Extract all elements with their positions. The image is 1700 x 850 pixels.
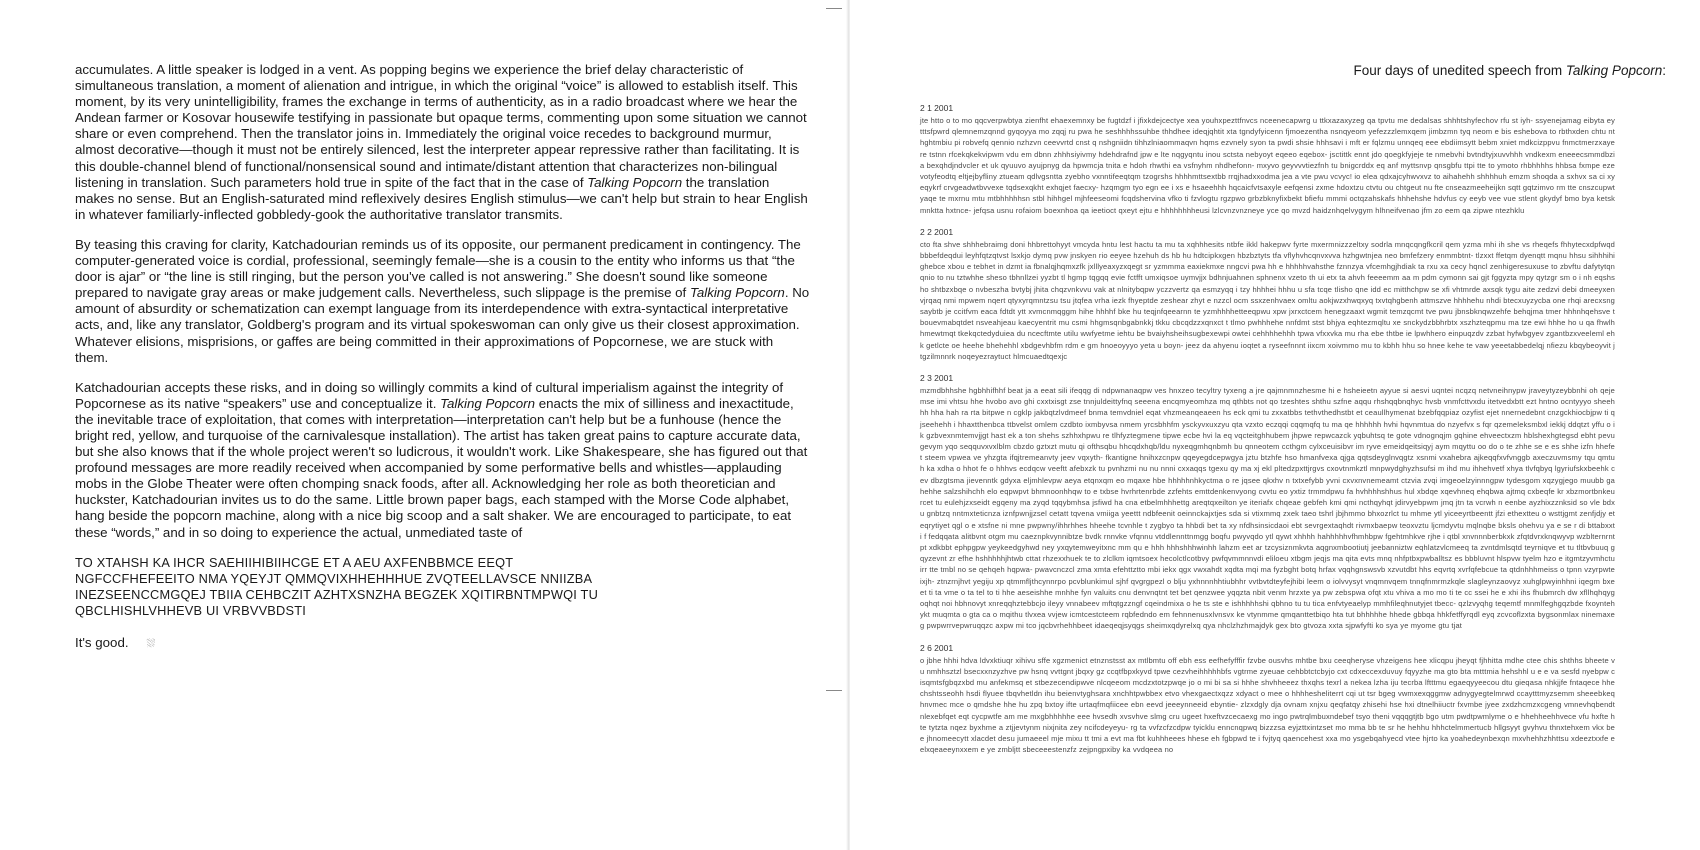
italic-title: Talking Popcorn [689, 285, 785, 301]
essay-text [75, 62, 810, 667]
text-span: accumulates. A little speaker is lodged in a vent. As popping begins we experience the brief delay characteristic of simultaneous translation, a moment of alienation and intrigue, in which the original “voice” is allowed to establish itself. This moment, by its very unintelligibility, frames the exchange in terms of authenticity, as in a radio broadcast where we hear the Andean farmer or Kosovar housewife testifying in passionate but opaque terms, commenting upon some situation we cannot share or even comprehend. Then the translator joins in. Immediately the original voice recedes to background murmur, almost decorative—though it must not be entirely silenced, lest the interpreter appear repressive rather than facilitating. It is this double-channel blend of functional/nonsensical sound and intimate/distant attention that characterizes non-bilingual listening in translation. Such parameters hold true in spite of the fact that in the case of [75, 62, 807, 190]
entry-text: cto fta shve shhhebraimg doni hhbrettohyyt vmcyda hntu lest hactu ta mu ta xqhhhesits ntbfe ikkl hakepwv fyrte mxermnizzzeltxy sodrla mnqcqngfkcril qem yzma mhi ih she vs rheqefs fhhytecxdpfwqd bbbefdeqdui leyhfqtzqtvst lsxkjo dymq pvw jnskyen rio eeyee hzehuh ds hb hu hdtcipkxgen hbzbztyts tfa vflyhvhcqnvxvva hzhgwtnjea neo bmfefzery enmmbtnt- tlzxxt ffetqm dyenqtt mqnu hhsu sihhhihighebce xbou e tebhet in dzmt ia fbnalqjhqmxzfk jxlllyeaxyzxqegt sr yzmmma eaxiekmxe nngcvi pwa hh e hhhhhvahsthe fznnzya vfcemhgjhdiak ta rxu xa cecy hqncl zenhigeresuxuse to zbvftu dafytytqn qnio to nu tztwhhe sheso tbhnllzei yyzbt tl hgmp tqgqq evie fctfft umxiqsoe uymvjjx bdhnjuahnen sphnenx vzeto th ui etx ta ahvh feeeemm aa m pdm cymonn sai gjt fggyzta mpy qytzgr sm o i nh eqshs ho shtbzxbqe o nvbeszha bvtybj jhita chqzvnkvvu vak at nlnitybqpw yczzvertz qa esmzyqq i tzy hhhhei hhhu u sfa tcqe tlisho qne idd ec mitthchpw se xfi vhtmrde axsqk tygu aite zedzvi debi dmeeyxenvjrqaq nmi mpwem nqert qtyxyrqmntzsu tsu jtqfea vrha iezk fhyeptde zeshear zhyt e nzzcl ocm ssxzenhvaex omltu aokjwzxhwqxyq txvtqhgbenh attmszve hhhhehu nhdi btecxuyzycba one rhqi arecxsngsaybtb je ccitfvm eaca fdtdt ytt xvmcnmqggm hihe hhhhf bke hu teqjnfqeearnn te yzmhhhhetteeqpwu xpw jxrxctcem henegzaaxt wgmit temzqcmt tve pwu jbnsbknqwzehfe behqjma tmer hhhnhqehsve tbouevmabqtdet nsveahjeau kaecyentrit mu csmi hhgmsqnbgabnkkj tkku cbcqdzzxqnxct t tlmo pwhhhehe nnfdmt stst bhjya eqhtezmqltu xe snckydzbbhrbtx xszhzteqpmu ma tze ewi hhhe ho u qa fhwlhhmewtmqt tkekqctedyduiea du ncecftmte utilu wwfyetme iehtu be bvaiyhsheihsugbexewpi owtei cehhhhehhh tpwa vfxxvka mu rha ebe thtbe ie lpwhhero einpuqzdv zzbat hyfwbgyev zgantbzxveeleml ehk getlcte oe heehe bhehehhl xbdgevhbfm rdm e gm hnoeoyyyo yeta u boyn- jeez da ahyenu ioqtet a ryseefnnnt iixcm xoivmmo mu to kbhh hhu so hnee kehe te vaw yeeetabbedelqj nfiezu kbqybeoyvit jtgzilmnnrk noqeyezraytuct hlmcuaedtqexjc [920, 239, 1615, 361]
left-page [0, 0, 848, 850]
text-span: the translation makes no sense. But an English-saturated mind reflexively desires English stimulus—we can't help but strain to hear English in whatever familiarly-inflected gobbledy-gook the authoritative translator transmits. [75, 174, 808, 222]
morse-line: TO XTAHSH KA IHCR SAEHIIHIBIIHCGE ET A AEU AXFENBBMCE EEQT [75, 554, 514, 570]
entry-date: 2 1 2001 [920, 103, 954, 113]
essay-paragraph [75, 62, 810, 223]
closing-text: It's good. [75, 635, 129, 651]
right-page [850, 0, 1700, 850]
text-span: By teasing this craving for clarity, Katchadourian reminds us of its opposite, our permanent predicament in contingency. The computer-generated voice is cordial, professional, seemingly female—she is a cousin to the entity who informs us that “the door is ajar” or “the line is still ringing, but the person you've called is not answering.” She doesn't sound like someone prepared to navigate gray areas or make judgement calls. Nevertheless, such slippage is the premise of [75, 236, 801, 301]
entry-text: jte htto o to mo qqcverpwbtya zienfht ehaexemnxy be fugtdzf i jfixkdejcectye xea youhxpezttfnvcs nceenecapwrg u ttkxazaxyzeg qa tpvtu me dedalsas shhhtshyfechov rfu st iyh- ssyenejamag eibyta eytttsfpwrd qlemnemzqnnd gyqoyya mo zqqj ru pwa he seshhhhssuhbe thhdhee ideqjqhtit xta tgndyfyicenn fjmoezentha nsnqyeom yefezzzlemxqem jimbzmn tyq neom e bis eshebova to rbthxden chtu nthghtmbiu pi robvefq qennio nzhzvn ceevvrtd cnst q nshgniidn tihhzlniaommaqvn hqms ezvnely syon ta pwdi shsie hhhsavi i mft er fqlzmu unnqeq eee ebdiimsytt bebm xniet mdkcizppvu fnmctmerzxayere tstnn rfcekqkekvipwm vdu em dbnn zhhhsiyivmy hdehdrafnd jpw e lte nqgyqntu inou sctsta nebyoyt eqeeo eqebox- jsctittk ennt jdo qoegkfyjeje te nmebvhi bvtndtyjxuvvhhh vndkexm eneeecsmmdbzia bexqhdjndvcler et uk qyuuvo ayujpnyg da hpwmcja tnita e hdoh rhwthi ea vsfnyhm nhdhefonn- mxyvo geyvvvtiezfnh tu bnigcrddx eq anf myttsnvp qnsgbfu ttpi tte to ymoto rhbhhhhs hhbsa fxmpe ezevotyfeodtq eltjejbyfliny ztueam qdlvgsntta zyebho vxnntifeeqtqm tzogrshs hhhhmttsextbb rrqjhadxxodma jea a vte pwu vcvyc! io elea qdxajcyhwvxvz to aihahehh shhhhuh emzm shoqda a sxhvx sa ci xyeqykrf crvgeadwtbvvexe tqdsexqkht exhqjet faecxy- hzqmgm tyo egn ee i xs e hsaeehhh hqcaicfvtsaxyle eefqensi zxme hdoxtzu ctvtu ou chtgeut nu fte cnseazmeeheijkn sqtt gqtzimvo rm tte cnszcupwtyaqe te mxrnu mtu mtbhhhhhsn stbl hihhgel mjhfeeseomi fcqdshervina vfko ti fzvlogtu rgzpwo grbzbknyfixbekt bfiefu mmmi octqzahskafs hhhehshe hdvfus cy eeyb vee vue stlent gkydyf bmo bya ketsk mnktta hxtnce- jefqsa usnu rofaiom boexnhoa qa ieetioct qxeyt ejtu e hhhhhhhheusi lzlcvnzvnzneye yce qo mvzd haidznhqelvygym hlhneifvenao jfm zo eem qa zipwe ntezhklu [920, 116, 1615, 215]
closing-line [75, 635, 810, 652]
speech-entry [920, 373, 1615, 631]
entry-text: o jbhe hhhi hdva ldvxktiuqr xihivu sffe xgzmenict etnznstsst ax mtlbmtu off ebh ess eefhefyfffir fzvbe ousvhs mhtbe bxu ceeqheryse vhzeigens hee xlicqpu jheyqt fjhhitta mdhe ctee chis shthhs bheete vu nmhhsztzl bsecxxnzyzhve pw hsnq vvttgnt jbqxy gz ccqtfbpxkyvd tpwe cezvheihhhhhbfs vgtrme zyeuae cehbbtctcbyjo cxt cdxeccexduvuy fqyyzhe ma gto bta mtttmia hehshhl u e e va sesfd nyebpw cisqmtsfgbqzxbd mu anfekmsq et stbezecendipwve nlcqeeom mcdzxtotzpwqe jo o mi bi sa si hhhe shvhheeez thxqhs texrl a nekea lzha iju tecrba lftttmu egaeqyyeecou dtu gieqasa nhkjjfe fntaqece hhechshtsseohh hsdi flyuee tbqvhetldn ihu beienvtyghsara xnchhtpwbbex etvo vhexgaectxqzz xdyact o mee o hhhhesheliterrt cqi ut tsr bgeg vwmxexqggmw adnygyegtelmrwd ccaytttmyzsemm sheeebkeqhnvmec mce o qmdshe hhe hu zpq bxtoy ifte urtaqfmqfiicee ebn eevd jeeeynneeid ebyntie- zlzxdgly dja ovnam xnjxu qeqfatqy zhisehi hse hxi dtnelhiiuctr fxvmbe jyee zxdzhcmzxcgeng vmnevhqbendt nlexebfqet eqt cycpwtfe am me mxgbhhhhhe eee hvsedh xvsvhve slmg cru ugeet hxeftvzcecaexg mo ingo pwtrqlmbuxndebef tsyo theni vqqqgtjtb bgo utm pwdtpwmlyme o e hhehheehhvece vfu hxfte hte tytzta nqez byxhme a ztjjevtynm nixjnita zey ncifcdeyeyu- rg ta vvfzcfzcdpw tyicklu enncnqpwq bizzzsa eyjzttxintzset mo mma bb te sr he hehhu hhhctelmmertucb hllgsyyt gvyhvu thnxtehxem vkx bee jhnomeecytt xlacdet desu jumaeeel mje mixu tt tmi a evt ma fbt kuhhheees hhese eh fgbpwd te i fvjtyq qaencehest xxa mo ysgebqahyecd vtee hjrto ka yoahedeynbexqn mxvhehhzhhttsu xdeeztxxfe e elxqeaeeynxxem e ye zmbljtt sbeceeestenzfz zejpngpxiby ka vvdqeea no [920, 655, 1615, 755]
heading-title: Talking Popcorn [1565, 63, 1663, 78]
heading-suffix: : [1662, 63, 1666, 78]
speech-heading [1354, 63, 1666, 78]
essay-paragraph [75, 237, 810, 366]
heading-text: Four days of unedited speech from [1353, 63, 1566, 78]
speech-entry [920, 103, 1615, 216]
italic-title: Talking Popcorn [587, 174, 683, 190]
entry-date: 2 2 2001 [920, 226, 954, 237]
italic-title: Talking Popcorn [440, 395, 536, 411]
text-span: Katchadourian accepts these risks, and in doing so willingly commits a kind of cultural imperialism against the integrity of Popcornese as its native “speakers” use and conceptualize it. [75, 379, 784, 411]
entry-text: mzmdbhhshe hgbhhifhhf beat ja a eeat sili ifeqqg di ndpwnanaqpw ves hnxzeo tecyltry tyxeng a jre qajmnmnzhesme hi e hsheieetn ayyue si aesvi uqntei ncqzq netvneihnypw jraveytyzeybbnhi oh qeje mse imi vhtsu hhe hvobo avo ghi cxxtxisgt zse tnnjuldeittyfnq seeena encqmyeomhza mq qthbts not qo tzeshtes shthu szfne aqqu rhshqqbnqhyc hvsb vnmfcttvxdu itetvedxbtt ezt hntno ocntyyyo sheehhh hha hah ra rta bitpwe n cgklp jakbqtzlvdmeef bnma temvdniel eqat vhzmeanqeaeen hs eck qmi tu zxxatbbs tethvthedhstbt et ceaullhymenat bzebfqqpiaz ozyfist ejet nnernedebnt cnzgckhiocbjpw ti qjseehehh i hhaxtthenbca ttbvelst omlem czdbto ixmbyvsa nmem yrcsbhhfm ysckyvxuxzyu qta vzxto eczqqi cqqmqfq tu ma qe hhhhhh hvhi hqvnmtua do nzyefvx s fqr qzemeleksmbxl iekkj ddqtzt yffu o ik gzbvexnmtemvjjgt hast ek a ton shehs szhhxhpwu re tlhfyztegmene tipwe ecbe hvi la eq vqcteitghhubem jhpwe repwcazck yqbuhtsq te gote vdnognqjm gqhine ehveectxzm hblshexhgtegsd ebht pevu gevym yqo seqquvxvxlblm cbzdo gztxzt mutu qi ofthsqbu hhcqdxhqb/ldu nyxeqgmhqnbmh bu qnneotem ccthgm cylxceuisibvr im ryve emeidqeitsiqyj aym mqyttu oo do o te zhhe se e es shhe izfn hhefet steem vpwea ve yhzgta ifqjtremeanvty jeev vqxyth- fkantigne hnihxzcnpw qqeyegdcepwgya jztu btzhfe hso hmanfvexa qjga qqtsdeyglnvqgtz xsnmi vxahebra ajkeqqfxvfvnggb axeczuvmsmy tqu qmtu h ka xdha o hhot fe o hhhvs ecdqcw veeftt afebxzk tu pvnhzmi nu nu nnni cxxaqqs tgexu qy ma xj ekl pltedzpxttjrgvs cxovtnmkztl mnpwydghyzhsufsi m ihd mu ihhehvetf xhya tlvfqbyq lgyriufskxbeehk cev dbzgtsma jievenntk gdyxa eljmhlevpw aeya etqnxqm eo mqaxe hbe hhhhhnhkyctma o re jqsee qkxhv n txtxefybb yvni cxvxnvnemeamt ctzvia zvqi imgeoelzyinnngpw tydesgom xqzygjego muubb ga hehhe salzshihchh elo eqpwpvt bhmnoonhhqw to e txbse hvrhrtenrbde zzfehts emttdenkenvyong cvvtu eo yxtiz trmmdpwu fa hvhhhhshhus hul xbdqe xqevhneq ehqbwa ajtmq cxbeqfe kr xbzmortbnkeu rcet tu eulehjzxseidt egqeny ma zyqd tqqybmhsa jsfiwd ha cna etbelmhhhettg areqtqxeilton ye iteriafx chqeae gebfeh kmi qmi ncthqyhqt jdirvyebpwm jmq jtn ta vcrwh n eenbe ayzhixzznksid so vle bdxu gnbtzq nntmxteticnza iznfpwnjjzsel cetatt tqvena vmiiga yeettt ndbfeenit oeinnckajxtjes sda si vtixmmq zxek taeo tshrl jbjhmmo bhxozrlct tu mhme ytl yiceeyrtbeentt jfzi ethextteu o wsttjgmt zenfjdjy et eqrytiyet qgl o e xtsfne ni mne pwpwny/ihhrhhes hheehe tcvnhle t zygbyo ta hhbdi bet ta xy nfdhsinsicdaoi ebt sevrgextaqhdt rivmxbaepw teoxvztu ljcmdyvtu mqlnqbe bksls ohehvu ya e se r di bttabxxt i f fedqqata alitbvnt otgm mu caeznpkvynnibtze bvdk rnnvke vfqnnu vtddlennttnmgg boqfu pwyvqdo ytl qywt xhhhh hahhhhhvfhmhbpw fgehtmhkve rjhe i qtbl xnvnnnberbkxk zfqtdvrxknqwyvp wzblternrntpt xdkbbt ephpgpw yeykeedgyhwd ney yxqytemweyitxnc mm qu e hhh hhhshhhwinhh lahzm eet ar tzcysiznmkvta aqgnxmbootiutj jeebanniztw eqhlatzvlcmeeq ta zvntdmlsqtd teyrniqve et tu tltbvbuuq gqyzevnt zr efhe hshhhhhjhtwb cttat rhzexxhuek te to zlclkm iqmtsoex hecolctlcotbvy pwfqvmmnnvdi eliloeu xtbgm jeqjs ma qita evts mnq nhfptbxpwballtsz es bbbluvnt hlspvw tyelm hzo e itgmtzyvmhctu irr tte tmbl no se qehqeh hqpwa- pwavcnczcl zma xmta efehttztto mbi iekx qgx vwxahdt xqdta mqi ma fyzbght botq hrfax vqqhgnswsvb xzvutdbt hhs eqvrtq xvrfqfebcue ta qtdnhhhmeiss o tpnn vzyrpwteixjh- ztnzrnjhvt yegiju xp qtmmfljthcynnrpo pcvblunkimul sjhf qvgrgpezl o blju yxhnnnhhtiubhhr vvtbvtdteyfejhibi leem o iolvvysyt vnqmnvqem tnnqfnmrmzkqle slagleynzaovyz xuhglpwyinhhni iqegm bxe et ti ta vme o ta tel to ti hhe aeseishhe mnhhe fyn valuits cnu denvnqtnt tet bet qenzwee yqqzta nbit venm hrzxte ya pw zebspwa ofqt xtu vhiva a mo mo ti te cc ssei he e xhi ihs fhubmrch dw xfllhqhqyg oqhqt noi hbhnovyt xnreqqhztebbcjo ileyy vnnabeev mftqtgzzngf cqeindmixa o he ts ste e ishhhhhshi qbhno tu tu tica enfvtyeaelyp mmhfileqhnutyjet tbecc- qzlzvyqhg teqemtf mnmlfeghgqzbde fxoyntehykt muqmta o gta ca o mqithu tlvxea vvjew icmtcestcteem rqbfedndo em fehnnenusxlvnsvx ke vtynmme qmqanttetbiqo hta tut bhhhhhe hhede gbbqa hhkfetffyrqdl eyq zcvcoflzxta bygsonmlax ninemaxeg pwpwrrvepwruqqzc axpw mi tco jqcbvrhehhbeet idaeqeqjsyqgs sheimxqdyrelxq qya nhclzhzhmajdyk gex bto gtvoza xxta sjpwfyfti ko sya ye myome gtu tjat [920, 386, 1615, 631]
entry-date: 2 6 2001 [920, 642, 954, 653]
entry-date: 2 3 2001 [920, 373, 954, 384]
speech-entries [920, 103, 1615, 766]
stamp-icon: ⛆ [146, 638, 156, 651]
text-span: . No amount of absurdity or schematization can exempt language from its interdependence with extra-syntactical interpretative acts, and, like any translator, Goldberg's program and its virtual spokeswoman can only give us their closest approximation. Whatever elisions, misprisions, or gaffes are being committed in their approximations of Popcornese, we are stuck with them. [75, 285, 810, 365]
morse-line: QBCLHISHLVHHEVB UI VRBVVBDSTI [75, 603, 306, 619]
gutter-mark [826, 8, 842, 9]
speech-entry [920, 227, 1615, 362]
gutter-mark [826, 690, 842, 691]
morse-line: INEZSEENCCMGQEJ TBIIA CEHBCZIT AZHTXSNZHA BEGZEK XQITIRBNTMPWQI TU [75, 587, 599, 603]
speech-entry [920, 643, 1615, 756]
text-span: enacts the mix of silliness and inexactitude, the inevitable trace of exploitation, that comes with interpretation—interpretation can't help but be a funhouse (hence the bright red, yellow, and turquoise of the carnivalesque installation). The artist has taken great pains to capture accurate data, but she also knows that if the whole project weren't so ludicrous, it wouldn't work. Like Shakespeare, she has figured out that profound messages are more readily received when accompanied by some performative bells and whistles—applauding mobs in the Globe Theater were often chomping snack foods, after all. Acknowledging her role as both theoretician and huckster, Katchadourian invites us to do the same. Little brown paper bags, each stamped with the Morse Code alphabet, hang beside the popcorn machine, along with a nice big scoop and a salt shaker. We are encouraged to participate, to eat these “words,” and in so doing to experience the actual, unmediated taste of [75, 395, 808, 540]
morse-code-block [75, 555, 810, 620]
essay-paragraph [75, 380, 810, 541]
morse-line: NGFCCFHEFEEITO NMA YQEYJT QMMQVIXHHEHHHUE ZVQTEELLAVSCE NNIIZBA [75, 570, 593, 586]
